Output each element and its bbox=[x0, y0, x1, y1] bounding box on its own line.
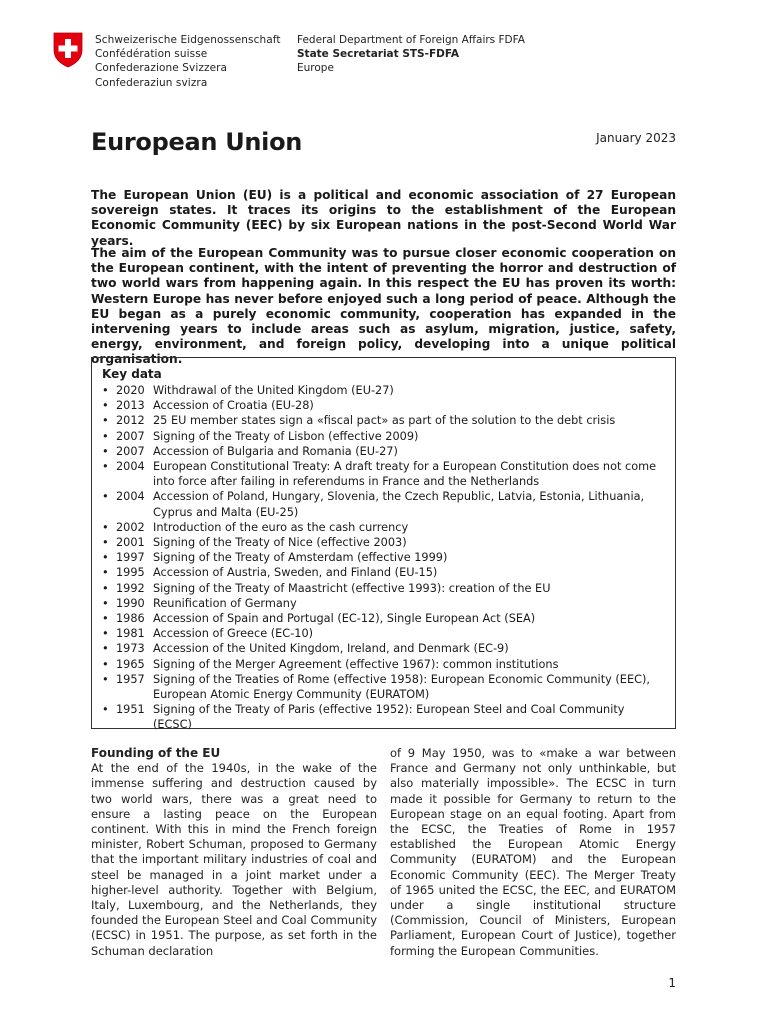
key-data-event: Signing of the Treaties of Rome (effective 1958): European Economic Community (EEC), European Atomic Energy Community (EURATOM) bbox=[153, 672, 650, 702]
key-data-event: Accession of Austria, Sweden, and Finland (EU-15) bbox=[153, 566, 438, 580]
key-data-event: Signing of the Merger Agreement (effective 1967): common institutions bbox=[153, 657, 559, 671]
key-data-item bbox=[102, 657, 665, 672]
bullet-icon: • bbox=[102, 672, 109, 686]
founding-column-right bbox=[390, 746, 676, 959]
secretariat-name: State Secretariat STS-FDFA bbox=[297, 48, 459, 61]
founding-text-left: At the end of the 1940s, in the wake of the immense suffering and destruction caused by two world wars, there was a great need to ensure a lasting peace on the European continent. With this in mind the French foreign minister, Robert Schuman, proposed to Germany that the important military industries of coal and steel be managed in a joint market under a higher-level authority. Together with Belgium, Italy, Luxembourg, and the Netherlands, they founded the European Steel and Coal Community (ECSC) in 1951. The purpose, as set forth in the Schuman declaration bbox=[91, 761, 377, 958]
key-data-year: 2013 bbox=[116, 399, 145, 413]
key-data-item bbox=[102, 702, 665, 732]
key-data-year: 1997 bbox=[116, 551, 145, 565]
key-data-item bbox=[102, 520, 665, 535]
key-data-event: Accession of Bulgaria and Romania (EU-27) bbox=[153, 444, 398, 458]
key-data-event: Signing of the Treaty of Lisbon (effective 2009) bbox=[153, 429, 419, 443]
key-data-list bbox=[102, 383, 665, 733]
key-data-year: 1990 bbox=[116, 596, 145, 610]
key-data-year: 2007 bbox=[116, 429, 145, 443]
bullet-icon: • bbox=[102, 460, 109, 474]
key-data-year: 1951 bbox=[116, 703, 145, 717]
key-data-item bbox=[102, 489, 665, 519]
bullet-icon: • bbox=[102, 657, 109, 671]
key-data-item bbox=[102, 459, 665, 489]
key-data-item bbox=[102, 398, 665, 413]
key-data-event: Signing of the Treaty of Amsterdam (effective 1999) bbox=[153, 551, 448, 565]
intro-paragraph-1: The European Union (EU) is a political and economic association of 27 European sovereign states. It traces its origins to the establishment of the European Economic Community (EEC) by six European nations in the post-Second World War years. bbox=[91, 188, 676, 248]
bullet-icon: • bbox=[102, 414, 109, 428]
confederation-line-fr: Confédération suisse bbox=[95, 48, 208, 61]
bullet-icon: • bbox=[102, 703, 109, 717]
key-data-item bbox=[102, 383, 665, 398]
key-data-year: 2001 bbox=[116, 536, 145, 550]
bullet-icon: • bbox=[102, 444, 109, 458]
bullet-icon: • bbox=[102, 612, 109, 626]
key-data-title: Key data bbox=[102, 367, 162, 381]
key-data-event: Accession of Spain and Portugal (EC-12), Single European Act (SEA) bbox=[153, 612, 536, 626]
swiss-crest-icon bbox=[52, 32, 84, 68]
key-data-event: 25 EU member states sign a «fiscal pact» as part of the solution to the debt crisis bbox=[153, 414, 616, 428]
key-data-event: Signing of the Treaty of Paris (effective 1952): European Steel and Coal Community (ECSC) bbox=[153, 703, 625, 732]
key-data-event: Introduction of the euro as the cash currency bbox=[153, 520, 409, 534]
key-data-item bbox=[102, 565, 665, 580]
key-data-year: 1965 bbox=[116, 657, 145, 671]
bullet-icon: • bbox=[102, 627, 109, 641]
key-data-year: 2004 bbox=[116, 460, 145, 474]
key-data-event: European Constitutional Treaty: A draft treaty for a European Constitution does not come into force after failing in referendums in France and the Netherlands bbox=[153, 460, 657, 489]
key-data-event: Accession of the United Kingdom, Ireland, and Denmark (EC-9) bbox=[153, 642, 509, 656]
key-data-event: Signing of the Treaty of Nice (effective 2003) bbox=[153, 536, 407, 550]
key-data-event: Accession of Poland, Hungary, Slovenia, the Czech Republic, Latvia, Estonia, Lithuania, Cyprus and Malta (EU-25) bbox=[153, 490, 645, 519]
bullet-icon: • bbox=[102, 429, 109, 443]
confederation-line-it: Confederazione Svizzera bbox=[95, 62, 228, 75]
key-data-year: 1957 bbox=[116, 672, 145, 686]
department-name: Federal Department of Foreign Affairs FDFA bbox=[297, 34, 525, 46]
bullet-icon: • bbox=[102, 384, 109, 397]
key-data-year: 2007 bbox=[116, 444, 145, 458]
key-data-year: 2020 bbox=[116, 384, 145, 397]
bullet-icon: • bbox=[102, 399, 109, 413]
bullet-icon: • bbox=[102, 581, 109, 595]
key-data-year: 2012 bbox=[116, 414, 145, 428]
bullet-icon: • bbox=[102, 536, 109, 550]
intro-paragraph-2: The aim of the European Community was to pursue closer economic cooperation on the European continent, with the intent of preventing the horror and destruction of two world wars from happening again. In this respect the EU has proven its worth: Western Europe has never before enjoyed such a long period of peace. Although the EU began as a purely economic community, cooperation has expanded in the intervening years to include areas such as asylum, migration, justice, safety, energy, environment, and foreign policy, developing into a unique political organisation. bbox=[91, 246, 676, 367]
key-data-year: 1986 bbox=[116, 612, 145, 626]
bullet-icon: • bbox=[102, 520, 109, 534]
key-data-year: 1995 bbox=[116, 566, 145, 580]
key-data-box bbox=[91, 357, 676, 732]
key-data-year: 1973 bbox=[116, 642, 145, 656]
key-data-year: 1981 bbox=[116, 627, 145, 641]
document-date: January 2023 bbox=[596, 131, 676, 145]
key-data-item bbox=[102, 535, 665, 550]
section-heading-founding: Founding of the EU bbox=[91, 746, 221, 760]
key-data-event: Signing of the Treaty of Maastricht (effective 1993): creation of the EU bbox=[153, 581, 551, 595]
key-data-year: 1992 bbox=[116, 581, 145, 595]
bullet-icon: • bbox=[102, 642, 109, 656]
key-data-item bbox=[102, 581, 665, 596]
founding-text-right: of 9 May 1950, was to «make a war between France and Germany not only unthinkable, but also materially impossible». The ECSC in turn made it possible for Germany to return to the European stage on an equal footing. Apart from the ECSC, the Treaties of Rome in 1957 established the European Atomic Energy Community (EURATOM) and the European Economic Community (EEC). The Merger Treaty of 1965 united the ECSC, the EEC, and EURATOM under a single institutional structure (Commission, Council of Ministers, European Parliament, European Court of Justice), together forming the European Communities. bbox=[390, 746, 676, 958]
key-data-event: Withdrawal of the United Kingdom (EU-27) bbox=[153, 384, 394, 397]
key-data-item bbox=[102, 641, 665, 656]
key-data-item bbox=[102, 550, 665, 565]
key-data-year: 2002 bbox=[116, 520, 145, 534]
key-data-event: Reunification of Germany bbox=[153, 596, 297, 610]
confederation-line-rm: Confederaziun svizra bbox=[95, 76, 208, 89]
founding-column-left bbox=[91, 746, 377, 959]
document-title: European Union bbox=[91, 128, 303, 156]
confederation-names bbox=[95, 33, 281, 90]
page-number: 1 bbox=[668, 976, 676, 990]
key-data-item bbox=[102, 611, 665, 626]
bullet-icon: • bbox=[102, 596, 109, 610]
key-data-item bbox=[102, 444, 665, 459]
bullet-icon: • bbox=[102, 551, 109, 565]
key-data-item bbox=[102, 413, 665, 428]
key-data-event: Accession of Croatia (EU-28) bbox=[153, 399, 314, 413]
key-data-item bbox=[102, 672, 665, 702]
division-name: Europe bbox=[297, 62, 334, 75]
department-block bbox=[297, 33, 525, 76]
key-data-item bbox=[102, 596, 665, 611]
bullet-icon: • bbox=[102, 490, 109, 504]
key-data-year: 2004 bbox=[116, 490, 145, 504]
key-data-event: Accession of Greece (EC-10) bbox=[153, 627, 314, 641]
bullet-icon: • bbox=[102, 566, 109, 580]
key-data-item bbox=[102, 429, 665, 444]
confederation-line-de: Schweizerische Eidgenossenschaft bbox=[95, 34, 281, 46]
key-data-item bbox=[102, 626, 665, 641]
